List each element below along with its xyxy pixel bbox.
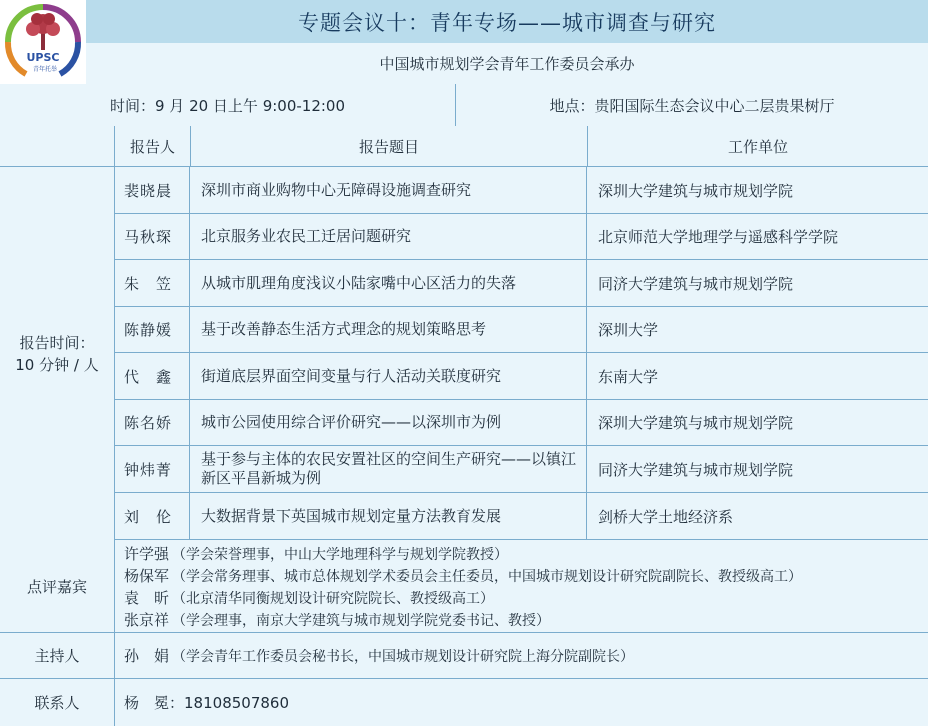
table-row: [115, 353, 928, 400]
reviewer-item: [124, 609, 928, 631]
report-time-line1: 报告时间：: [19, 333, 95, 352]
upsc-logo: [0, 0, 87, 85]
speaker-org: 北京师范大学地理学与遥感科学学院: [598, 228, 839, 246]
table-row: [115, 493, 928, 540]
host-block: [0, 633, 928, 679]
table-header: [0, 126, 928, 167]
table-row: [115, 400, 928, 446]
speaker-name: 刘 伦: [115, 493, 190, 539]
reviewers-label: 点评嘉宾: [0, 540, 115, 632]
page-title: 专题会议十：青年专场——城市调查与研究: [298, 10, 716, 35]
reviewer-name: 袁 昕: [124, 589, 170, 607]
reviewer-desc: （北京清华同衡规划设计研究院院长、教授级高工）: [172, 591, 494, 607]
report-topic: 大数据背景下英国城市规划定量方法教育发展: [191, 493, 587, 539]
report-topic: 基于参与主体的农民安置社区的空间生产研究——以镇江新区平昌新城为例: [191, 446, 587, 492]
speaker-name: 钟炜菁: [115, 446, 190, 492]
speaker-org: 东南大学: [598, 367, 659, 386]
report-topic: 从城市肌理角度浅议小陆家嘴中心区活力的失落: [191, 260, 587, 306]
table-row: [115, 260, 928, 307]
report-time-line2: 10 分钟 / 人: [15, 355, 99, 374]
host-content: [124, 633, 928, 678]
info-row: [0, 84, 928, 127]
table-row: [115, 307, 928, 353]
table-row: [115, 167, 928, 214]
report-topic: 街道底层界面空间变量与行人活动关联度研究: [191, 353, 587, 399]
reviewer-item: [124, 543, 928, 565]
reviewer-name: 张京祥: [124, 611, 170, 629]
reviewer-item: [124, 587, 928, 609]
speaker-name: 代 鑫: [115, 353, 190, 399]
speaker-name: 朱 笠: [115, 260, 190, 306]
reviewer-desc: （学会理事，南京大学建筑与城市规划学院党委书记、教授）: [172, 613, 550, 629]
table-row: [115, 214, 928, 260]
reviewer-item: [124, 565, 928, 587]
speaker-org: 同济大学建筑与城市规划学院: [598, 274, 794, 293]
organizer-line: 中国城市规划学会青年工作委员会承办: [86, 43, 928, 85]
reviewer-name: 杨保军: [124, 567, 170, 585]
logo-text: UPSC: [26, 51, 60, 64]
title-bar: [86, 0, 928, 44]
speaker-org: 深圳大学建筑与城市规划学院: [598, 181, 794, 200]
session-place: 地点：贵阳国际生态会议中心二层贵果树厅: [549, 96, 835, 115]
report-topic: 基于改善静态生活方式理念的规划策略思考: [191, 307, 587, 352]
table-row: [115, 446, 928, 493]
speaker-name: 陈名娇: [115, 400, 190, 445]
contact-phone: ：18108507860: [169, 694, 289, 712]
report-topic: 城市公园使用综合评价研究——以深圳市为例: [191, 400, 587, 445]
header-org: 工作单位: [727, 137, 788, 156]
speaker-name: 裴晓晨: [115, 167, 190, 213]
report-topic: 北京服务业农民工迁居问题研究: [191, 214, 587, 259]
speaker-org: 深圳大学建筑与城市规划学院: [598, 414, 794, 432]
contact-name: 杨 冕: [124, 694, 170, 712]
reviewers-block: [0, 540, 928, 633]
speaker-name: 马秋琛: [115, 214, 190, 259]
reviewer-name: 许学强: [124, 545, 170, 563]
contact-block: [0, 679, 928, 726]
speaker-org: 深圳大学: [598, 321, 659, 339]
speaker-name: 陈静媛: [115, 307, 190, 352]
reviewer-desc: （学会荣誉理事，中山大学地理科学与规划学院教授）: [172, 547, 508, 563]
speaker-org: 剑桥大学土地经济系: [598, 507, 734, 526]
host-label: 主持人: [0, 633, 115, 678]
contact-label: 联系人: [0, 679, 115, 726]
contact-content: [124, 679, 928, 726]
speaker-org: 同济大学建筑与城市规划学院: [598, 460, 794, 479]
header-topic: 报告题目: [191, 126, 588, 166]
report-topic: 深圳市商业购物中心无障碍设施调查研究: [191, 167, 587, 213]
report-time-label: [0, 167, 115, 541]
logo-subtext: 青年托举: [32, 66, 57, 73]
session-time: 时间：9 月 20 日上午 9:00-12:00: [0, 84, 456, 126]
host-desc: （学会青年工作委员会秘书长，中国城市规划设计研究院上海分院副院长）: [172, 648, 634, 665]
header-blank: [0, 126, 115, 166]
host-name: 孙 娟: [124, 647, 170, 665]
reviewer-desc: （学会常务理事、城市总体规划学术委员会主任委员，中国城市规划设计研究院副院长、教授级高工）: [172, 569, 802, 585]
header-speaker: 报告人: [115, 126, 191, 166]
reviewers-list: [124, 540, 928, 635]
